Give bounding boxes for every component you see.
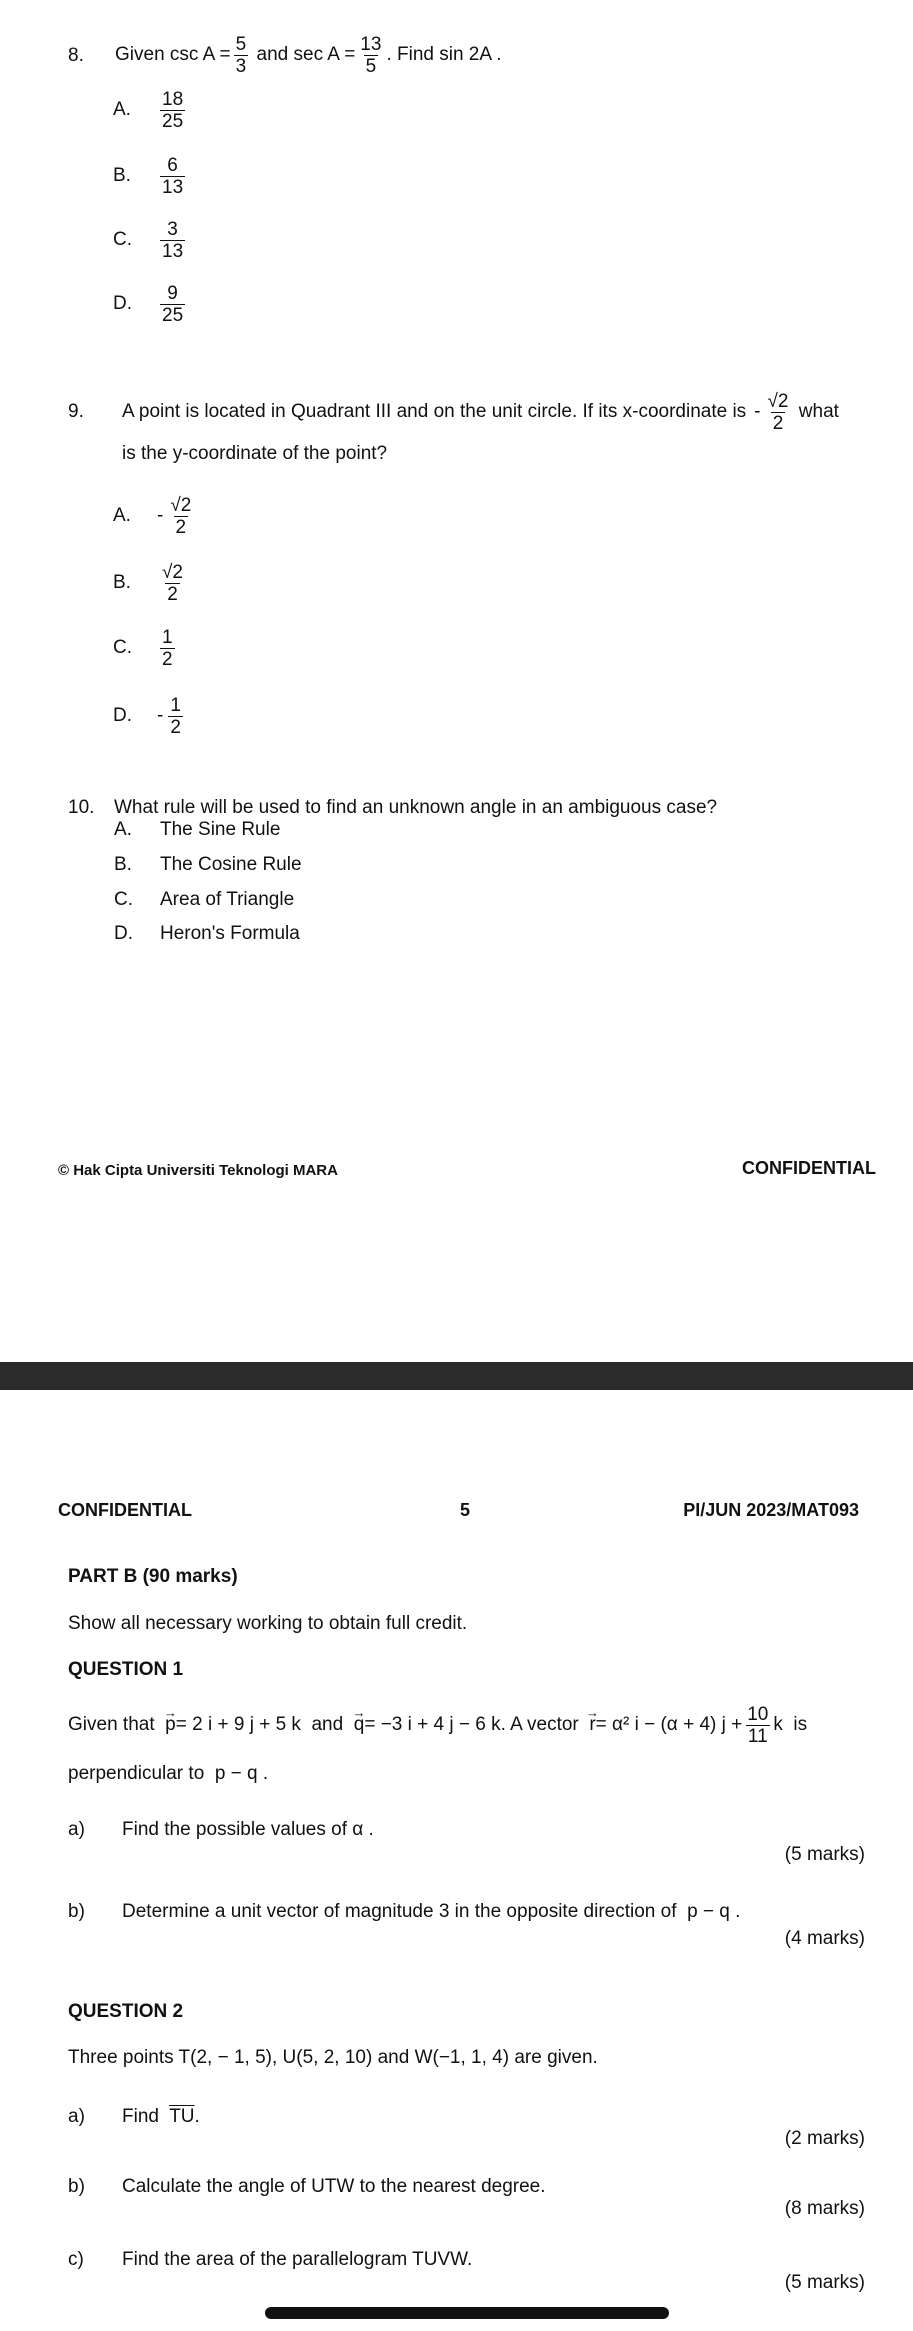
q2a-text: Find $\overline{TU}$. xyxy=(122,2106,200,2127)
fraction: $\frac{1}{2}$ xyxy=(170,694,181,738)
question-1-title: QUESTION 1 xyxy=(68,1659,184,1680)
q2c-text: Find the area of the parallelogram TUVW. xyxy=(122,2249,473,2270)
fraction: $\frac{10}{11}$ xyxy=(747,1703,769,1747)
confidential-header: CONFIDENTIAL xyxy=(58,1500,192,1520)
option-a[interactable]: A. - $\frac{√2}{2}$ xyxy=(113,494,192,538)
q2b-marks: (8 marks) xyxy=(784,2198,865,2219)
confidential-footer: CONFIDENTIAL xyxy=(742,1158,876,1178)
q1b-label: b) xyxy=(68,1901,85,1922)
option-c[interactable]: C. $\frac{3}{13}$ xyxy=(113,218,184,262)
q2c-marks: (5 marks) xyxy=(784,2272,865,2293)
question-number: 10. xyxy=(68,797,95,818)
option-b[interactable]: B. The Cosine Rule xyxy=(114,854,302,875)
part-title: PART B (90 marks) xyxy=(68,1566,238,1587)
fraction: $\frac{5}{3}$ xyxy=(235,33,247,77)
page-number: 5 xyxy=(460,1500,471,1520)
fraction: $\frac{9}{25}$ xyxy=(162,282,184,326)
option-a[interactable]: A. The Sine Rule xyxy=(114,819,281,840)
q2a-label: a) xyxy=(68,2106,85,2127)
fraction: $\frac{√2}{2}$ xyxy=(170,494,192,538)
copyright-footer: © Hak Cipta Universiti Teknologi MARA xyxy=(58,1162,338,1179)
option-c[interactable]: C. $\frac{1}{2}$ xyxy=(113,626,173,670)
question-2-text: Three points T(2, − 1, 5), U(5, 2, 10) and W(−1, 1, 4) are given. xyxy=(68,2047,598,2068)
q2c-label: c) xyxy=(68,2249,84,2270)
option-b[interactable]: B. $\frac{√2}{2}$ xyxy=(113,561,183,605)
q1a-text: Find the possible values of α . xyxy=(122,1819,374,1840)
option-b[interactable]: B. $\frac{6}{13}$ xyxy=(113,154,184,198)
question-number: 8. xyxy=(68,45,84,66)
option-c[interactable]: C. Area of Triangle xyxy=(114,889,295,910)
question-text: A point is located in Quadrant III and on the unit circle. If its x-coordinate is - $\frac{√2}{2}$ what xyxy=(122,390,839,434)
question-number: 9. xyxy=(68,401,84,422)
fraction: $\frac{3}{13}$ xyxy=(162,218,184,262)
fraction: $\frac{18}{25}$ xyxy=(162,88,184,132)
question-text-line2: is the y-coordinate of the point? xyxy=(122,443,388,464)
fraction: $\frac{13}{5}$ xyxy=(360,33,382,77)
course-code: PI/JUN 2023/MAT093 xyxy=(683,1500,859,1520)
option-d[interactable]: D. $\frac{9}{25}$ xyxy=(113,282,184,326)
q2b-label: b) xyxy=(68,2176,85,2197)
q1b-marks: (4 marks) xyxy=(784,1928,865,1949)
vector-r: → r xyxy=(589,1713,595,1737)
fraction: $\frac{6}{13}$ xyxy=(162,154,184,198)
q1a-marks: (5 marks) xyxy=(784,1844,865,1865)
question-1-text: Given that → p = 2 i + 9 j + 5 k and → q = −3 i + 4 j − 6 k . A vector → r = α² i − (α + 4) j + $\frac{10}{11}$ k is xyxy=(68,1700,868,1750)
fraction: $\frac{√2}{2}$ xyxy=(767,390,789,434)
question-text: Given csc A = $\frac{5}{3}$ and sec A = $\frac{13}{5}$ . Find sin 2A . xyxy=(115,33,502,77)
home-indicator[interactable] xyxy=(265,2307,669,2319)
q2a-marks: (2 marks) xyxy=(784,2128,865,2149)
vector-tu: $\overline{TU}$ xyxy=(169,2106,195,2127)
q1a-label: a) xyxy=(68,1819,85,1840)
question-2-title: QUESTION 2 xyxy=(68,2001,184,2022)
q1b-text: Determine a unit vector of magnitude 3 in the opposite direction of p − q . xyxy=(122,1901,741,1922)
instruction: Show all necessary working to obtain full credit. xyxy=(68,1613,468,1634)
vector-q: → q xyxy=(354,1713,365,1737)
option-a[interactable]: A. $\frac{18}{25}$ xyxy=(113,88,184,132)
option-d[interactable]: D. - $\frac{1}{2}$ xyxy=(113,694,181,738)
option-d[interactable]: D. Heron's Formula xyxy=(114,923,300,944)
fraction: $\frac{1}{2}$ xyxy=(162,626,173,670)
vector-p: → p xyxy=(165,1713,176,1737)
q2b-text: Calculate the angle of UTW to the nearest degree. xyxy=(122,2176,546,2197)
question-text: What rule will be used to find an unknown angle in an ambiguous case? xyxy=(114,797,718,818)
fraction: $\frac{√2}{2}$ xyxy=(162,561,183,605)
question-1-text-line2: perpendicular to p − q . xyxy=(68,1763,269,1784)
page-separator xyxy=(0,1362,913,1390)
